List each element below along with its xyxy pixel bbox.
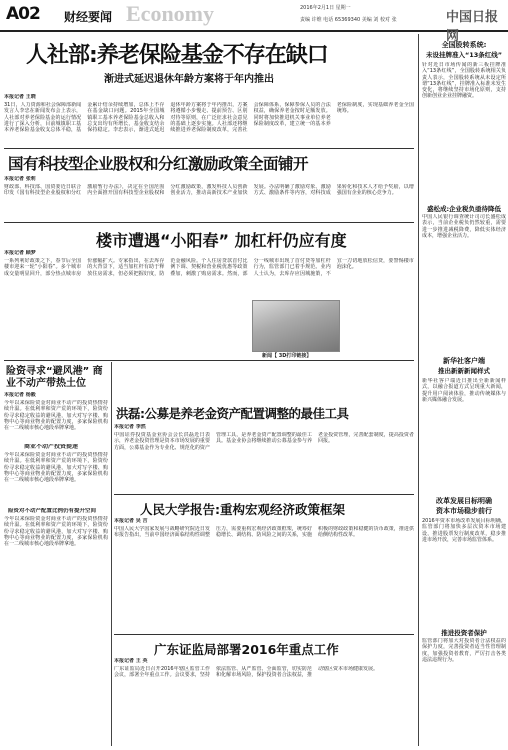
main-headline: 人社部:养老保险基金不存在缺口 xyxy=(26,43,328,68)
header-date: 2016年2月1日 星期一 xyxy=(300,5,351,11)
divider xyxy=(4,222,414,223)
sidebar-title-investor: 推进投资者保护 xyxy=(441,629,487,637)
equity-body: 财政部、科技部、国资委近日联合印发《国有科技型企业股权和分红激励暂行办法》，决定在全国范围内全面推开国有科技型企业股权和分红激励政策，激发科技人员创新创业活力，推动高新技术产业加快发展。办法明确了激励对象、激励方式、激励条件等内容，对科技成果转化和技术人才给予奖励，以增强国有企业的核心竞争力。 xyxy=(4,184,414,197)
sidebar-body-xinhua: 新华社客户端近日推出全新新闻样式，以融合报道方式呈现重大新闻，提升用户阅读体验，推动传统媒体与新兴媒体融合发展。 xyxy=(422,378,506,403)
sidebar-title-xinhua-2: 推出新新新闻样式 xyxy=(438,367,490,375)
headline-macro-policy: 人民大学报告:重构宏观经济政策框架 xyxy=(140,502,345,517)
sidebar-title-neeq: 全国股转系统: xyxy=(441,41,487,49)
section-english: Economy xyxy=(126,1,214,26)
sidebar-title-neeq-2: 未设挂牌准入“13条红线” xyxy=(425,51,503,59)
page-number: A02 xyxy=(6,4,40,24)
funds-byline: 本报记者 李然 xyxy=(114,424,146,430)
sidebar-title-tax: 盛松成:企业税负亟待降低 xyxy=(426,205,502,213)
news-photo xyxy=(252,300,340,352)
sidebar-divider xyxy=(418,34,419,746)
macro-body: 中国人民大学国家发展与战略研究院近日发布报告指出，当前中国经济面临结构性调整压力，需要重构宏观经济政策框架，统筹好稳增长、调结构、防风险之间的关系，实施积极的财政政策和稳健的货币政策，推进供给侧结构性改革。 xyxy=(114,526,414,539)
sidebar-body-tax: 中国人民银行调查统计司司长盛松成表示，当前企业税负仍然较重，需要进一步推进减税降费，降低实体经济成本，增强企业活力。 xyxy=(422,214,506,239)
column-divider xyxy=(111,362,112,746)
divider xyxy=(4,360,414,361)
housing-body: 一系列利好政策之下，春节后全国楼市迎来一轮“小阳春”。多个城市成交量明显回升，部分热点城市房价涨幅扩大。专家指出，在去库存的大背景下，适当加杠杆有助于释放住房需求，但必须把握好度，防范金融风险。个人住房贷款首付比例下调、契税和营业税优惠等政策叠加，刺激了购房需求。然而，部分一线城市出现了首付贷等加杠杆行为，监管部门已着手规范。业内人士认为，去库存应因城施策，不宜一刀切地放松信贷，要警惕楼市泡沫化。 xyxy=(4,258,414,277)
main-body: 31日，人力资源和社会保障部新闻发言人李忠在新闻发布会上表示，人社部对养老保险基金的运行情况进行了深入分析，目前城镇职工基本养老保险基金收支总体平稳，基金累计结余持续增加，总体上不存在基金缺口问题。2015年全国城镇职工基本养老保险基金总收入和总支出均有所增长，基金收支结余保持稳定。李忠表示，渐进式延迟退休年龄方案将于年内推出，方案将遵循小步慢走、提前预告、区别对待等原则，在广泛征求社会意见的基础上逐步实施。人社部还将继续推进养老保险制度改革，完善社会保障体系，保障参保人员的合法权益，确保养老金按时足额发放。同时将加快推进机关事业单位养老保险制度改革，建立统一的基本养老保险制度，实现基础养老金全国统筹。 xyxy=(4,102,414,134)
sidebar-title-xinhua: 新华社客户端 xyxy=(443,357,485,365)
insurance-body-cont: 今年以来保险资金对商业不动产的投资热情持续升温。在低利率和资产荒的环境下，险资纷纷寻求稳定收益的避风港，加大对写字楼、购物中心等商业物业的配置力度，多家保险机构在一二线城市核心地段举牌拿地。 xyxy=(4,452,108,484)
divider xyxy=(4,148,414,149)
headline-housing: 楼市遭遇“小阳春” 加杠杆仍应有度 xyxy=(96,231,347,250)
insurance-body: 今年以来保险资金对商业不动产的投资热情持续升温。在低利率和资产荒的环境下，险资纷纷寻求稳定收益的避风港，加大对写字楼、购物中心等商业物业的配置力度，多家保险机构在一二线城市核心地段举牌拿地。 xyxy=(4,400,108,432)
headline-mutual-funds: 洪磊:公募是养老金资产配置调整的最佳工具 xyxy=(116,406,349,421)
insurance-body-cont2: 今年以来保险资金对商业不动产的投资热情持续升温。在低利率和资产荒的环境下，险资纷纷寻求稳定收益的避风港，加大对写字楼、购物中心等商业物业的配置力度，多家保险机构在一二线城市核心地段举牌拿地。 xyxy=(4,516,108,548)
sidebar-title-reform: 改革发展目标明确 xyxy=(436,497,492,505)
housing-byline: 本报记者 顾梦 xyxy=(4,250,36,256)
sidebar-body-reform: 2016年资本市场改革发展目标明确，监管部门将加快多层次资本市场建设，推进股票发行制度改革，稳步推进市场开放，完善市场监管体系。 xyxy=(422,518,506,543)
photo-caption: 新闻【 3D打印链接】 xyxy=(262,353,312,359)
sidebar-body-investor: 监管部门将加大对投资者合法权益的保护力度，完善投资者适当性管理制度，加强投资者教育，严厉打击各类违法违规行为。 xyxy=(422,638,506,663)
macro-byline: 本报记者 吴 吉 xyxy=(114,518,148,524)
headline-guangdong-csrc: 广东证监局部署2016年重点工作 xyxy=(154,642,339,657)
insurance-subhead2: 险资对不动产配置比例仍有提升空间 xyxy=(8,508,97,514)
equity-byline: 本报记者 张莉 xyxy=(4,176,36,182)
guangdong-body: 广东证监局近日召开2016年辖区监管工作会议，部署全年重点工作。会议要求，坚持依法监管、从严监管、全面监管，切实防范和化解市场风险，保护投资者合法权益，推动辖区资本市场健康发展。 xyxy=(114,666,379,679)
insurance-byline: 本报记者 杨毅 xyxy=(4,392,36,398)
guangdong-byline: 本报记者 王 英 xyxy=(114,658,148,664)
divider xyxy=(114,494,414,495)
headline-insurance: 险资寻求“避风港” 商业不动产带热土位 xyxy=(6,366,103,389)
insurance-subhead: 商业不动产投资提速 xyxy=(24,444,79,450)
section-name: 财经要闻 xyxy=(64,10,113,24)
page-header xyxy=(0,0,508,43)
main-subhead: 渐进式延迟退休年龄方案将于年内推出 xyxy=(104,74,274,85)
headline-equity-incentive: 国有科技型企业股权和分红激励政策全面铺开 xyxy=(8,155,309,173)
main-byline: 本报记者 王晓 xyxy=(4,94,36,100)
sidebar-body-neeq: 针对近日市场传闻的新三板挂牌准入“13条红线”，全国股转系统相关负责人表示，全国股转系统从未设定所谓“13条红线”，挂牌准入标准未发生变化，将继续坚持市场化原则，支持创新创业企业挂牌融资。 xyxy=(422,62,506,100)
masthead-brand: 中国日报网 xyxy=(446,9,499,43)
funds-body: 中国证券投资基金业协会会长洪磊近日表示，养老金投资管理是资本市场发展的重要方面，公募基金作为专业化、规范化的资产管理工具，是养老金资产配置调整的最佳工具。基金业协会将继续推动公募基金参与养老金投资管理，完善配套制度，提高投资者回报。 xyxy=(114,432,414,451)
header-editors: 责编 许维 电话 65369340 美编 刘 校对 张 xyxy=(300,17,397,23)
divider xyxy=(114,634,414,635)
sidebar-title-reform-2: 资本市场稳步前行 xyxy=(436,507,492,515)
